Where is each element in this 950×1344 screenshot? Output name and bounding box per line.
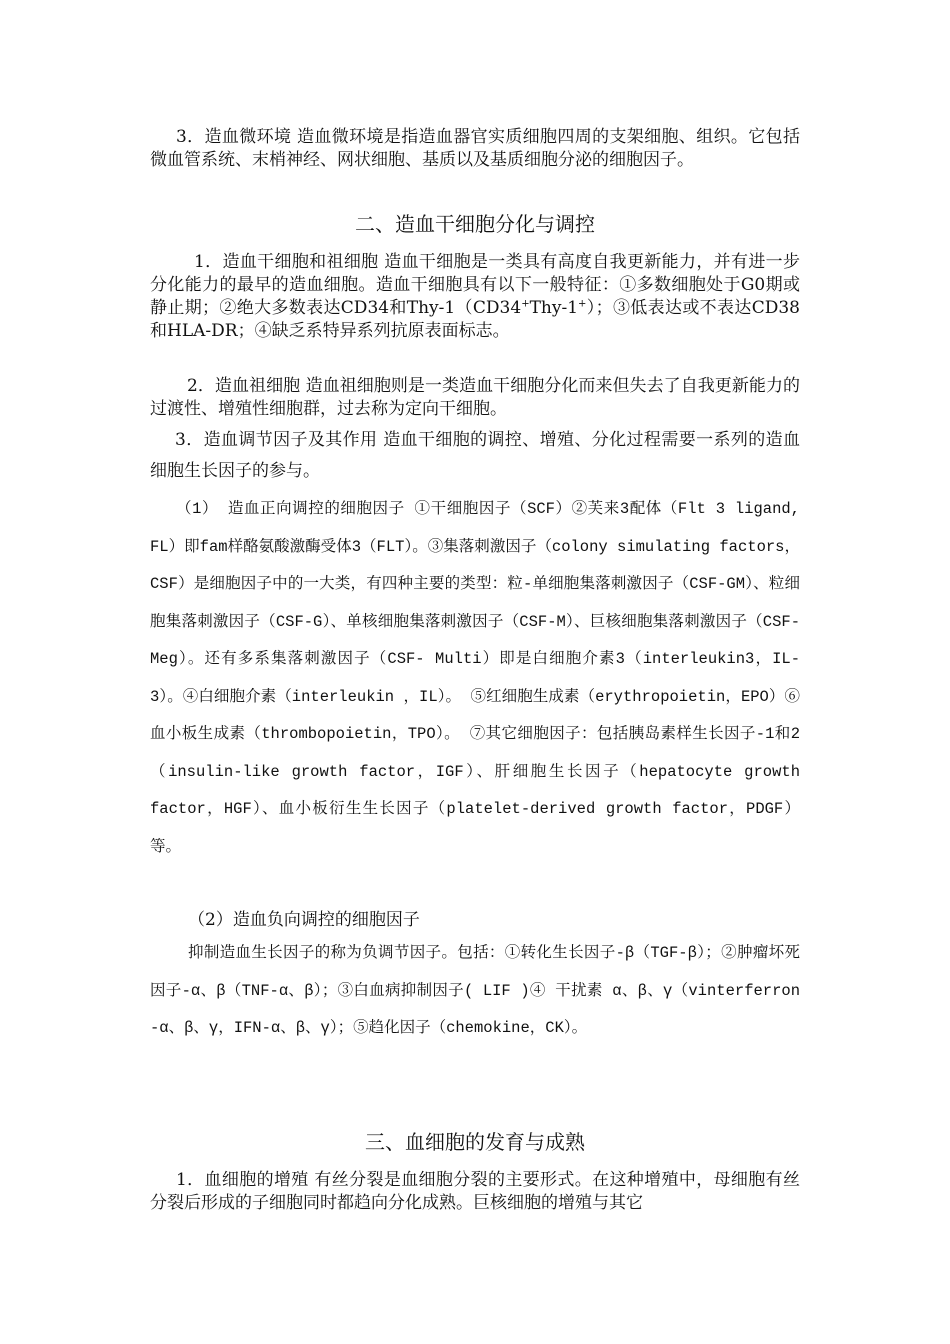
section-heading-2: 二、造血干细胞分化与调控 [355,212,595,236]
paragraph-negative-regulation: 抑制造血生长因子的称为负调节因子。包括：①转化生长因子-β（TGF-β）；②肿瘤坏死因子-α、β（TNF-α、β）；③白血病抑制因子( LIF )④ 干扰素 α、β、γ（vinterferron -α、β、γ，IFN-α、β、γ）；⑤趋化因子（chemokine，CK）。 [150,944,800,1037]
paragraph-negative-regulation-title: （2）造血负向调控的细胞因子 [188,910,420,930]
superscript-plus: + [521,298,530,310]
paragraph-regulatory-factors: 3．造血调节因子及其作用 造血干细胞的调控、增殖、分化过程需要一系列的造血细胞生长因子的参与。 [150,430,800,481]
section-heading-3: 三、血细胞的发育与成熟 [365,1130,585,1154]
paragraph-progenitor-cells: 2．造血祖细胞 造血祖细胞则是一类造血干细胞分化而来但失去了自我更新能力的过渡性、增殖性细胞群，过去称为定向干细胞。 [150,376,800,419]
paragraph-stem-cells-thy: Thy-1 [529,298,579,318]
paragraph-cell-proliferation: 1．血细胞的增殖 有丝分裂是血细胞分裂的主要形式。在这种增殖中，母细胞有丝分裂后形成的子细胞同时都趋向分化成熟。巨核细胞的增殖与其它 [150,1170,800,1213]
paragraph-stem-cells-tail: ）；③低表达或不表达CD38和HLA-DR；④缺乏系特异系列抗原表面标志。 [150,298,800,341]
paragraph-microenvironment: 3．造血微环境 造血微环境是指造血器官实质细胞四周的支架细胞、组织。它包括微血管系统、末梢神经、网状细胞、基质以及基质细胞分泌的细胞因子。 [150,127,800,170]
superscript-plus: + [578,298,587,310]
paragraph-stem-cells [150,251,800,343]
paragraph-positive-regulation: （1） 造血正向调控的细胞因子 ①干细胞因子（SCF）②芙来3配体（Flt 3 ligand, FL）即fam样酪氨酸激酶受体3（FLT）。③集落刺激因子（colony simulating factors，CSF）是细胞因子中的一大类，有四种主要的类型：粒-单细胞集落刺激因子（CSF-GM）、粒细胞集落刺激因子（CSF-G）、单核细胞集落刺激因子（CSF-M）、巨核细胞集落刺激因子（CSF- Meg）。还有多系集落刺激因子（CSF- Multi）即是白细胞介素3（interleukin3，IL-3）。④白细胞介素（interleukin ，IL）。 ⑤红细胞生成素（erythropoietin，EPO）⑥血小板生成素（thrombopoietin，TPO）。 ⑦其它细胞因子：包括胰岛素样生长因子-1和2 （insulin-like growth factor，IGF）、肝细胞生长因子（hepatocyte growth factor，HGF）、血小板衍生生长因子（platelet-derived growth factor，PDGF）等。 [150,500,800,856]
paragraph-stem-cells-text: 1．造血干细胞和祖细胞 造血干细胞是一类具有高度自我更新能力，并有进一步分化能力的最早的造血细胞。造血干细胞具有以下一般特征：①多数细胞处于G0期或静止期；②绝大多数表达CD34和Thy-1（CD34 [150,252,800,318]
